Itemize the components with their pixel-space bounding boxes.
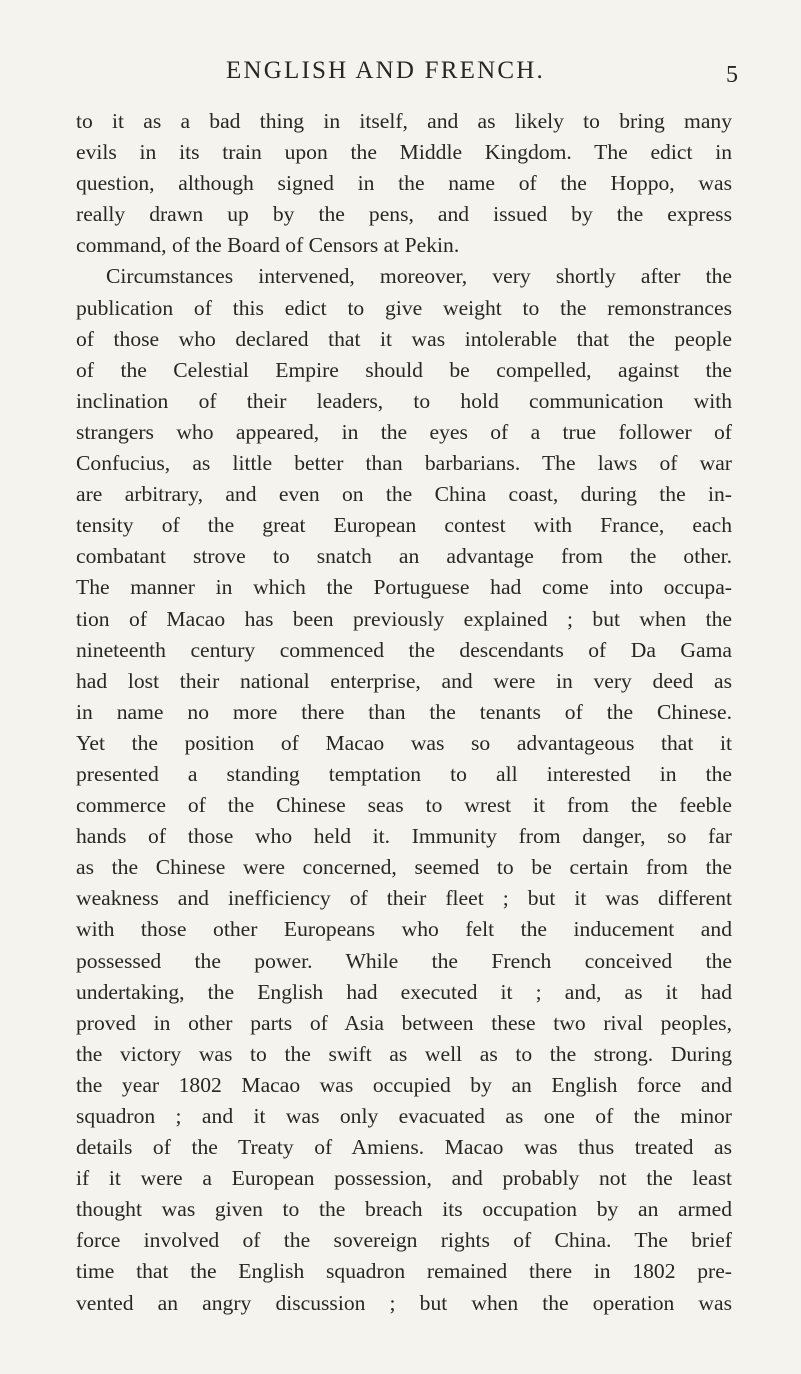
text-line: with those other Europeans who felt the inducement and xyxy=(76,917,732,942)
text-line: inclination of their leaders, to hold communication with xyxy=(76,388,732,413)
text-line: The manner in which the Portuguese had come into occupa- xyxy=(76,575,732,600)
text-line: command, of the Board of Censors at Pekin. xyxy=(76,233,460,258)
text-line: hands of those who held it. Immunity from danger, so far xyxy=(76,824,732,849)
text-line: strangers who appeared, in the eyes of a true follower of xyxy=(76,419,732,444)
text-line: force involved of the sovereign rights of China. The brief xyxy=(76,1228,732,1253)
body-text xyxy=(76,106,732,1319)
text-line: of the Celestial Empire should be compelled, against the xyxy=(76,357,732,382)
text-line: really drawn up by the pens, and issued by the express xyxy=(76,202,732,227)
text-line: had lost their national enterprise, and were in very deed as xyxy=(76,668,732,693)
text-line: commerce of the Chinese seas to wrest it from the feeble xyxy=(76,793,732,818)
text-line: are arbitrary, and even on the China coast, during the in- xyxy=(76,482,732,507)
text-line: if it were a European possession, and probably not the least xyxy=(76,1166,732,1191)
text-line: possessed the power. While the French conceived the xyxy=(76,948,732,973)
text-line: to it as a bad thing in itself, and as likely to bring many xyxy=(76,109,732,133)
text-line: question, although signed in the name of the Hoppo, was xyxy=(76,171,732,196)
page-header xyxy=(0,54,801,88)
text-line: combatant strove to snatch an advantage from the other. xyxy=(76,544,732,569)
text-line: Circumstances intervened, moreover, very shortly after the xyxy=(106,264,732,289)
text-line: weakness and inefficiency of their fleet ; but it was different xyxy=(76,886,732,911)
text-line: publication of this edict to give weight to the remonstrances xyxy=(76,295,732,320)
text-line: squadron ; and it was only evacuated as one of the minor xyxy=(76,1104,732,1128)
text-line: in name no more there than the tenants of the Chinese. xyxy=(76,699,732,724)
text-line: thought was given to the breach its occupation by an armed xyxy=(76,1197,732,1222)
text-line: vented an angry discussion ; but when the operation was xyxy=(76,1290,732,1315)
text-line: nineteenth century commenced the descendants of Da Gama xyxy=(76,637,732,662)
text-line: tion of Macao has been previously explained ; but when the xyxy=(76,606,732,631)
text-line: of those who declared that it was intolerable that the people xyxy=(76,326,732,351)
text-line: proved in other parts of Asia between these two rival peoples, xyxy=(76,1010,732,1035)
running-head: ENGLISH AND FRENCH. xyxy=(226,57,545,84)
text-line: as the Chinese were concerned, seemed to be certain from the xyxy=(76,855,732,880)
text-line: Confucius, as little better than barbarians. The laws of war xyxy=(76,451,732,476)
text-line: tensity of the great European contest with France, each xyxy=(76,513,732,538)
text-line: the year 1802 Macao was occupied by an English force and xyxy=(76,1072,732,1097)
text-line: Yet the position of Macao was so advantageous that it xyxy=(76,730,732,755)
text-line: time that the English squadron remained there in 1802 pre- xyxy=(76,1259,732,1284)
text-line: the victory was to the swift as well as to the strong. During xyxy=(76,1041,732,1066)
text-line: details of the Treaty of Amiens. Macao was thus treated as xyxy=(76,1135,732,1160)
text-line: undertaking, the English had executed it ; and, as it had xyxy=(76,979,732,1004)
text-line: presented a standing temptation to all interested in the xyxy=(76,761,732,786)
text-line: evils in its train upon the Middle Kingdom. The edict in xyxy=(76,140,732,165)
page-number: 5 xyxy=(726,62,738,88)
